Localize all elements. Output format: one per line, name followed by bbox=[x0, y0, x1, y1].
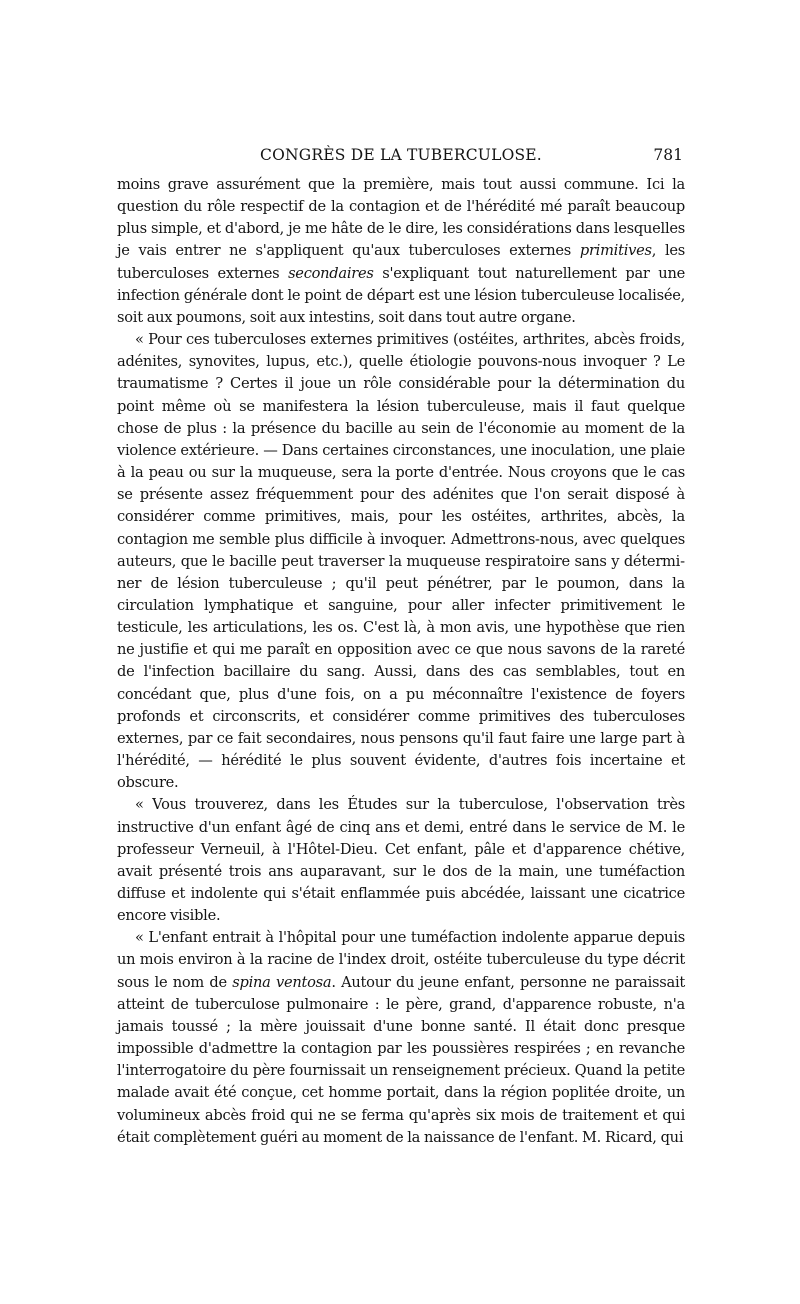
text-run: , les tuberculoses externes bbox=[117, 242, 685, 282]
running-head bbox=[117, 140, 685, 174]
paragraph bbox=[117, 927, 685, 1149]
body-text bbox=[117, 174, 685, 1149]
text-run: « Vous trouverez, dans les Études sur la tuberculose, l'observation très instructive d'un enfant âgé de cinq ans et demi, entré dans le service de M. le professeur Verneuil, à l'Hôtel-Dieu. Cet enfant, pâle et d'apparence chétive, avait présenté trois ans auparavant, sur le dos de la main, une tuméfaction diffuse et indolente qui s'était enflammée puis abcédée, laissant une cicatrice encore visible. bbox=[117, 796, 685, 925]
italic-run: spina ventosa bbox=[232, 973, 332, 991]
paragraph bbox=[117, 329, 685, 794]
text-run: moins grave assurément que la première, mais tout aussi commune. Ici la question du rôle respectif de la contagion et de l'hérédité mé paraît beaucoup plus simple, et d'abord, je me hâte de le dire, les considérations dans lesquelles je vais entrer ne s'appliquent qu'aux tuberculoses externes bbox=[117, 176, 685, 260]
text-run: « Pour ces tuberculoses externes primitives (ostéites, arthrites, abcès froids, adénites, synovites, lupus, etc.), quelle étiologie pouvons-nous invoquer ? Le traumatisme ? Certes il joue un rôle considérable pour la détermination du point même où se manifestera la lésion tuberculeuse, mais il faut quelque chose de plus : la présence du bacille au sein de l'économie au moment de la violence extérieure. — Dans certaines circonstances, une inoculation, une plaie à la peau ou sur la muqueuse, sera la porte d'entrée. Nous croyons que le cas se présente assez fréquemment pour des adénites que l'on serait disposé à considérer comme primitives, mais, pour les ostéites, arthrites, abcès, la contagion me semble plus difficile à invoquer. Admettrons-nous, avec quelques auteurs, que le bacille peut traverser la muqueuse respiratoire sans y déterminer de lésion tuberculeuse ; qu'il peut pénétrer, par le poumon, dans la circulation lymphatique et sanguine, pour aller infecter primitivement le testicule, les articulations, les os. C'est là, à mon avis, une hypothèse que rien ne justifie et qui me paraît en opposition avec ce que nous savons de la rareté de l'infection bacillaire du sang. Aussi, dans des cas semblables, tout en concédant que, plus d'une fois, on a pu méconnaître l'existence de foyers profonds et circonscrits, et considérer comme primitives des tuberculoses externes, par ce fait secondaires, nous pensons qu'il faut faire une large part à l'hérédité, — hérédité le plus souvent évidente, d'autres fois incertaine et obscure. bbox=[117, 331, 685, 792]
running-title: CONGRÈS DE LA TUBERCULOSE. bbox=[260, 146, 542, 164]
text-run: « L'enfant entrait à l'hôpital pour une tuméfaction indolente apparue depuis un mois environ à la racine de l'index droit, ostéite tuberculeuse du type décrit sous le nom de bbox=[117, 929, 685, 991]
page-number: 781 bbox=[653, 146, 683, 164]
paragraph bbox=[117, 174, 685, 329]
book-page bbox=[117, 140, 685, 1149]
text-run: s'expliquant tout naturellement par une infection générale dont le point de départ est une lésion tuberculeuse localisée, soit aux poumons, soit aux intestins, soit dans tout autre organe. bbox=[117, 264, 685, 326]
paragraph bbox=[117, 794, 685, 927]
text-run: . Autour du jeune enfant, personne ne paraissait atteint de tuberculose pulmonaire : le père, grand, d'apparence robuste, n'a jamais toussé ; la mère jouissait d'une bonne santé. Il était donc presque impossible d'admettre la contagion par les poussières respirées ; en revanche l'interrogatoire du père fournissait un renseignement précieux. Quand la petite malade avait été conçue, cet homme portait, dans la région poplitée droite, un volumineux abcès froid qui ne se ferma qu'après six mois de traitement et qui était complètement guéri au moment de la naissance de l'enfant. M. Ricard, qui bbox=[117, 973, 686, 1146]
italic-run: primitives bbox=[579, 242, 652, 260]
italic-run: secondaires bbox=[288, 264, 374, 282]
